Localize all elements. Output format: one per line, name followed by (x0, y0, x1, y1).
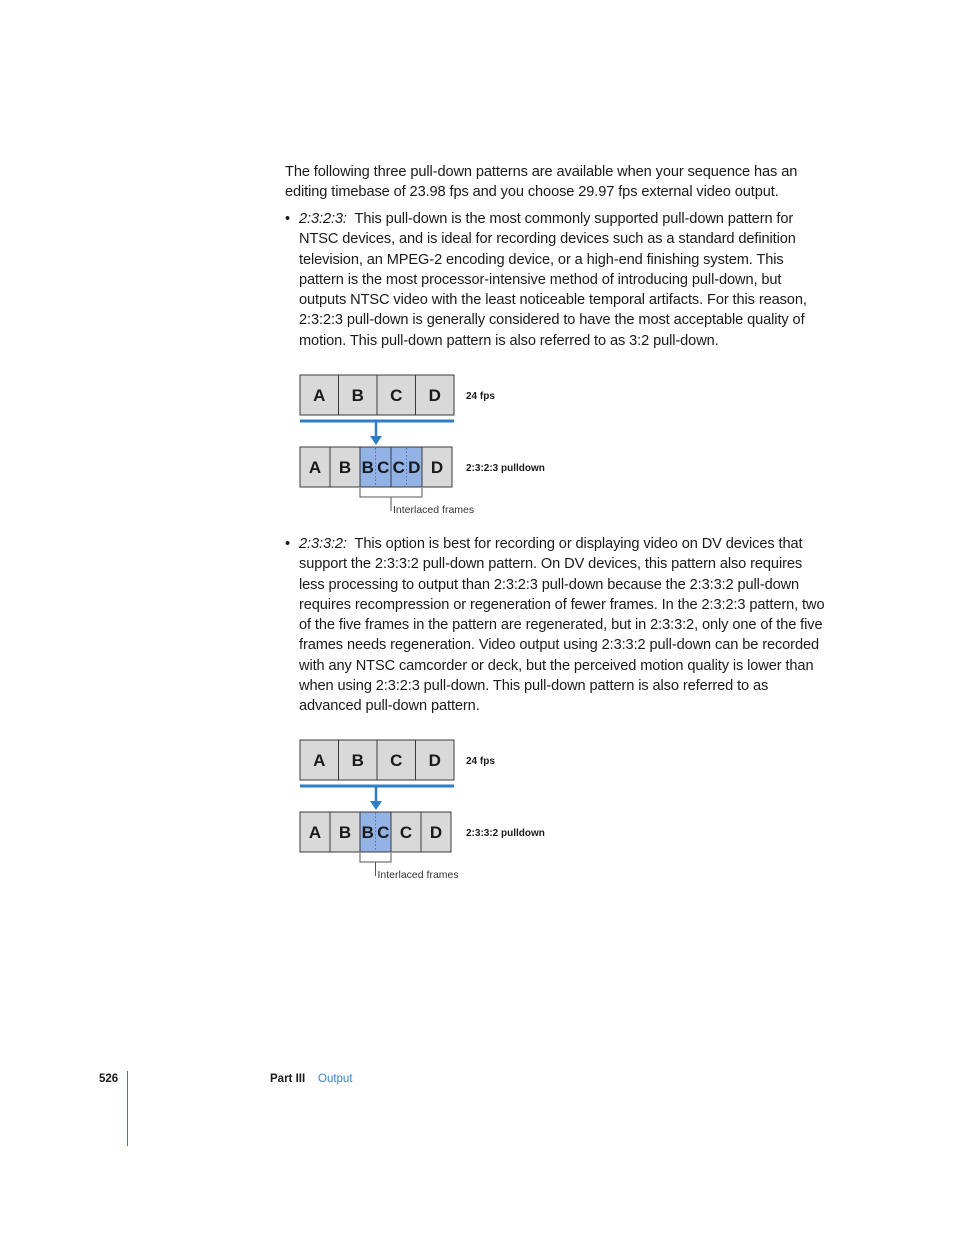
pulldown-frame-letter: B (338, 458, 352, 477)
interlaced-frame-letter: B (361, 823, 374, 842)
bullet-marker: • (285, 536, 291, 552)
pulldown-frame-letter: A (308, 823, 322, 842)
interlaced-frame-letter: D (408, 458, 421, 477)
pulldown-frame-letter: B (338, 823, 352, 842)
arrow-down-icon (370, 801, 382, 810)
source-rate-label: 24 fps (466, 756, 495, 767)
pulldown-rate-label: 2:3:3:2 pulldown (466, 828, 545, 839)
bullet-marker: • (285, 211, 291, 227)
bullet-body: This option is best for recording or displaying video on DV devices that support the 2:3:3:2 pull-down pattern. On DV devices, this pattern also requires less processing to output than 2:3:2:3 pull-down because the 2:3:3:2 pull-down requires recompression or regeneration of fewer frames. In the 2:3:2:3 pattern, two of the five frames in the pattern are regenerated, but in 2:3:3:2, only one of the five frames needs regeneration. Video output using 2:3:3:2 pull-down can be recorded with any NTSC camcorder or deck, but the perceived motion quality is lower than when using 2:3:2:3 pull-down. This pull-down pattern is also referred to as advanced pull-down pattern. (299, 536, 825, 715)
source-frame-letter: A (313, 386, 326, 405)
source-frame-letter: C (390, 386, 403, 405)
intro-paragraph: The following three pull-down patterns are available when your sequence has an editing timebase of 23.98 fps and you choose 29.97 fps external video output. (285, 164, 798, 201)
interlaced-bracket (360, 488, 422, 497)
pulldown-frame-letter: A (308, 458, 322, 477)
source-frame-letter: B (351, 386, 364, 405)
footer-part-label: Part III (270, 1073, 306, 1085)
pulldown-frame-letter: C (399, 823, 413, 842)
source-frame-letter: A (313, 751, 326, 770)
interlaced-frame-letter: C (392, 458, 405, 477)
interlaced-frame-letter: C (377, 458, 390, 477)
pulldown-diagram-2332 (290, 739, 610, 887)
footer-divider (127, 1071, 128, 1146)
source-frame-letter: D (428, 386, 441, 405)
interlaced-bracket (360, 853, 391, 862)
bullet-body: This pull-down is the most commonly supported pull-down pattern for NTSC devices, and is ideal for recording devices such as a standard definition television, an MPEG-2 encoding device, or a high-end finishing system. This pattern is the most processor-intensive method of introducing pull-down, but outputs NTSC video with the least noticeable temporal artifacts. For this reason, 2:3:2:3 pull-down is generally considered to have the most acceptable quality of motion. This pull-down pattern is also referred to as 3:2 pull-down. (299, 211, 807, 349)
pulldown-diagram-2323 (290, 374, 610, 522)
pulldown-rate-label: 2:3:2:3 pulldown (466, 463, 545, 474)
pulldown-frame-letter: D (429, 823, 443, 842)
bullet-term: 2:3:2:3: (299, 211, 347, 227)
interlaced-note: Interlaced frames (377, 869, 459, 881)
bullet-term: 2:3:3:2: (299, 536, 347, 552)
footer-section-link[interactable]: Output (318, 1073, 353, 1085)
source-frame-letter: D (428, 751, 441, 770)
interlaced-frame-letter: B (361, 458, 374, 477)
page-number: 526 (99, 1073, 119, 1085)
source-frame-letter: C (390, 751, 403, 770)
arrow-down-icon (370, 436, 382, 445)
bullet-2332 (299, 534, 829, 717)
bullet-2323 (299, 209, 829, 351)
source-rate-label: 24 fps (466, 391, 495, 402)
interlaced-frame-letter: C (377, 823, 390, 842)
interlaced-note: Interlaced frames (393, 504, 475, 516)
source-frame-letter: B (351, 751, 364, 770)
pulldown-frame-letter: D (430, 458, 444, 477)
